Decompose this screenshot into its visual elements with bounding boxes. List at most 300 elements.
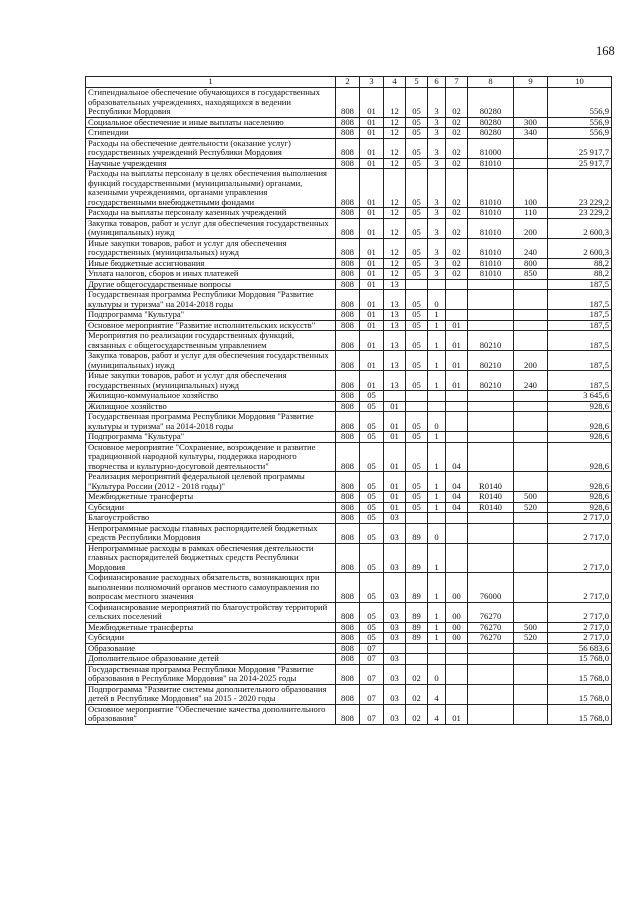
subprogram-code-cell	[428, 391, 446, 402]
item-name-cell: Расходы на выплаты персоналу казенных учреждений	[86, 208, 336, 219]
program-code-cell: 05	[406, 258, 428, 269]
activity-code-cell	[446, 290, 468, 310]
subsection-code-cell: 12	[384, 208, 406, 219]
program-code-cell: 05	[406, 472, 428, 492]
item-name-cell: Дополнительное образование детей	[86, 654, 336, 665]
page-number: 168	[596, 44, 615, 58]
subsection-code-cell: 13	[384, 279, 406, 290]
program-code-cell: 05	[406, 320, 428, 331]
admin-code-cell: 808	[336, 704, 360, 724]
activity-code-cell	[446, 412, 468, 432]
subprogram-code-cell	[428, 643, 446, 654]
subprogram-code-cell: 1	[428, 492, 446, 503]
section-code-cell: 05	[360, 442, 384, 472]
activity-code-cell: 01	[446, 331, 468, 351]
activity-code-cell: 01	[446, 704, 468, 724]
activity-code-cell	[446, 432, 468, 443]
item-name-cell: Субсидии	[86, 633, 336, 644]
program-code-cell: 05	[406, 492, 428, 503]
expense-type-code-cell	[514, 523, 548, 543]
expense-type-code-cell	[514, 602, 548, 622]
table-row	[86, 664, 612, 684]
expense-type-code-cell	[514, 513, 548, 524]
section-code-cell: 01	[360, 320, 384, 331]
table-row	[86, 502, 612, 513]
table-row	[86, 573, 612, 603]
amount-cell: 928,6	[548, 442, 612, 472]
column-header: 5	[406, 77, 428, 88]
table-row	[86, 117, 612, 128]
expense-type-code-cell	[514, 684, 548, 704]
table-row	[86, 492, 612, 503]
section-code-cell: 05	[360, 543, 384, 573]
activity-code-cell: 01	[446, 371, 468, 391]
table-row	[86, 128, 612, 139]
item-name-cell: Иные закупки товаров, работ и услуг для обеспечения государственных (муниципальных) нужд	[86, 238, 336, 258]
subsection-code-cell: 12	[384, 128, 406, 139]
admin-code-cell: 808	[336, 117, 360, 128]
item-name-cell: Софинансирование мероприятий по благоустройству территорий сельских поселений	[86, 602, 336, 622]
admin-code-cell: 808	[336, 158, 360, 169]
section-code-cell: 05	[360, 472, 384, 492]
subsection-code-cell: 01	[384, 432, 406, 443]
table-row	[86, 622, 612, 633]
expense-type-code-cell: 520	[514, 633, 548, 644]
subprogram-code-cell: 1	[428, 622, 446, 633]
subsection-code-cell: 13	[384, 320, 406, 331]
amount-cell: 928,6	[548, 412, 612, 432]
column-header: 10	[548, 77, 612, 88]
subsection-code-cell: 01	[384, 492, 406, 503]
subsection-code-cell: 12	[384, 238, 406, 258]
subsection-code-cell: 12	[384, 258, 406, 269]
item-name-cell: Стипендии	[86, 128, 336, 139]
item-name-cell: Иные закупки товаров, работ и услуг для обеспечения государственных (муниципальных) нужд	[86, 371, 336, 391]
section-code-cell: 07	[360, 654, 384, 665]
table-row	[86, 704, 612, 724]
direction-code-cell: 81010	[468, 208, 514, 219]
subprogram-code-cell	[428, 401, 446, 412]
expense-type-code-cell	[514, 472, 548, 492]
expense-type-code-cell: 850	[514, 269, 548, 280]
admin-code-cell: 808	[336, 320, 360, 331]
subprogram-code-cell: 1	[428, 331, 446, 351]
subprogram-code-cell: 1	[428, 320, 446, 331]
program-code-cell: 05	[406, 88, 428, 118]
direction-code-cell: 80280	[468, 88, 514, 118]
direction-code-cell: R0140	[468, 502, 514, 513]
amount-cell: 556,9	[548, 117, 612, 128]
amount-cell: 556,9	[548, 88, 612, 118]
section-code-cell: 07	[360, 643, 384, 654]
direction-code-cell: 76270	[468, 602, 514, 622]
program-code-cell: 05	[406, 169, 428, 208]
program-code-cell: 05	[406, 331, 428, 351]
program-code-cell: 02	[406, 704, 428, 724]
admin-code-cell: 808	[336, 401, 360, 412]
item-name-cell: Межбюджетные трансферты	[86, 622, 336, 633]
table-row	[86, 169, 612, 208]
admin-code-cell: 808	[336, 633, 360, 644]
direction-code-cell: 80210	[468, 371, 514, 391]
item-name-cell: Государственная программа Республики Мордовия "Развитие образования в Республике Мордовия" на 2014-2025 годы	[86, 664, 336, 684]
admin-code-cell: 808	[336, 664, 360, 684]
subsection-code-cell: 13	[384, 371, 406, 391]
expense-type-code-cell	[514, 320, 548, 331]
activity-code-cell: 00	[446, 602, 468, 622]
program-code-cell: 05	[406, 128, 428, 139]
item-name-cell: Субсидии	[86, 502, 336, 513]
subsection-code-cell: 01	[384, 502, 406, 513]
table-row	[86, 320, 612, 331]
item-name-cell: Основное мероприятие "Развитие исполнительских искусств"	[86, 320, 336, 331]
table-row	[86, 633, 612, 644]
admin-code-cell: 808	[336, 573, 360, 603]
direction-code-cell	[468, 704, 514, 724]
item-name-cell: Жилищно-коммунальное хозяйство	[86, 391, 336, 402]
direction-code-cell	[468, 442, 514, 472]
subprogram-code-cell: 1	[428, 602, 446, 622]
item-name-cell: Государственная программа Республики Мордовия "Развитие культуры и туризма" на 2014-2018 годы	[86, 412, 336, 432]
amount-cell: 187,5	[548, 310, 612, 321]
expense-type-code-cell	[514, 310, 548, 321]
admin-code-cell: 808	[336, 602, 360, 622]
expense-type-code-cell: 500	[514, 622, 548, 633]
activity-code-cell: 02	[446, 117, 468, 128]
amount-cell: 88,2	[548, 258, 612, 269]
amount-cell: 2 717,0	[548, 523, 612, 543]
subprogram-code-cell	[428, 513, 446, 524]
activity-code-cell: 02	[446, 88, 468, 118]
amount-cell: 25 917,7	[548, 158, 612, 169]
program-code-cell: 05	[406, 269, 428, 280]
table-row	[86, 290, 612, 310]
amount-cell: 2 717,0	[548, 543, 612, 573]
activity-code-cell	[446, 513, 468, 524]
admin-code-cell: 808	[336, 331, 360, 351]
item-name-cell: Жилищное хозяйство	[86, 401, 336, 412]
direction-code-cell: 80280	[468, 128, 514, 139]
expense-type-code-cell: 500	[514, 492, 548, 503]
table-row	[86, 238, 612, 258]
direction-code-cell: 81010	[468, 269, 514, 280]
table-row	[86, 523, 612, 543]
subsection-code-cell: 12	[384, 269, 406, 280]
admin-code-cell: 808	[336, 442, 360, 472]
expense-type-code-cell	[514, 412, 548, 432]
expense-type-code-cell	[514, 442, 548, 472]
direction-code-cell: 80280	[468, 117, 514, 128]
item-name-cell: Уплата налогов, сборов и иных платежей	[86, 269, 336, 280]
table-row	[86, 218, 612, 238]
subprogram-code-cell: 3	[428, 138, 446, 158]
table-row	[86, 472, 612, 492]
amount-cell: 15 768,0	[548, 704, 612, 724]
admin-code-cell: 808	[336, 138, 360, 158]
expense-type-code-cell	[514, 158, 548, 169]
expense-type-code-cell: 110	[514, 208, 548, 219]
program-code-cell: 05	[406, 238, 428, 258]
program-code-cell: 02	[406, 684, 428, 704]
column-header: 7	[446, 77, 468, 88]
subprogram-code-cell: 0	[428, 664, 446, 684]
table-row	[86, 391, 612, 402]
program-code-cell: 05	[406, 158, 428, 169]
admin-code-cell: 808	[336, 492, 360, 503]
subprogram-code-cell: 3	[428, 218, 446, 238]
program-code-cell	[406, 391, 428, 402]
direction-code-cell	[468, 643, 514, 654]
direction-code-cell: 80210	[468, 351, 514, 371]
table-row	[86, 138, 612, 158]
admin-code-cell: 808	[336, 169, 360, 208]
program-code-cell: 05	[406, 351, 428, 371]
section-code-cell: 05	[360, 412, 384, 432]
direction-code-cell	[468, 664, 514, 684]
direction-code-cell: 76270	[468, 633, 514, 644]
admin-code-cell: 808	[336, 412, 360, 432]
subprogram-code-cell: 1	[428, 543, 446, 573]
section-code-cell: 05	[360, 633, 384, 644]
subsection-code-cell: 01	[384, 401, 406, 412]
subsection-code-cell: 12	[384, 158, 406, 169]
program-code-cell: 89	[406, 602, 428, 622]
direction-code-cell: R0140	[468, 492, 514, 503]
table-row	[86, 442, 612, 472]
subsection-code-cell: 03	[384, 633, 406, 644]
header-row	[86, 77, 612, 88]
activity-code-cell: 02	[446, 169, 468, 208]
table-row	[86, 684, 612, 704]
expense-type-code-cell	[514, 432, 548, 443]
section-code-cell: 05	[360, 401, 384, 412]
activity-code-cell: 02	[446, 238, 468, 258]
subsection-code-cell: 03	[384, 602, 406, 622]
activity-code-cell	[446, 684, 468, 704]
item-name-cell: Основное мероприятие "Обеспечение качества дополнительного образования"	[86, 704, 336, 724]
section-code-cell: 01	[360, 208, 384, 219]
admin-code-cell: 808	[336, 279, 360, 290]
activity-code-cell	[446, 310, 468, 321]
activity-code-cell: 02	[446, 258, 468, 269]
item-name-cell: Непрограммные расходы в рамках обеспечения деятельности главных распорядителей бюджетных средств Республики Мордовия	[86, 543, 336, 573]
direction-code-cell	[468, 543, 514, 573]
activity-code-cell: 02	[446, 138, 468, 158]
subsection-code-cell: 03	[384, 543, 406, 573]
expense-type-code-cell: 800	[514, 258, 548, 269]
item-name-cell: Подпрограмма "Культура"	[86, 310, 336, 321]
direction-code-cell	[468, 391, 514, 402]
admin-code-cell: 808	[336, 654, 360, 665]
program-code-cell	[406, 279, 428, 290]
amount-cell: 23 229,2	[548, 169, 612, 208]
amount-cell: 2 600,3	[548, 238, 612, 258]
direction-code-cell: R0140	[468, 472, 514, 492]
subprogram-code-cell: 4	[428, 704, 446, 724]
admin-code-cell: 808	[336, 371, 360, 391]
activity-code-cell	[446, 279, 468, 290]
direction-code-cell	[468, 401, 514, 412]
item-name-cell: Подпрограмма "Культура"	[86, 432, 336, 443]
column-header: 3	[360, 77, 384, 88]
table-row	[86, 513, 612, 524]
section-code-cell: 07	[360, 664, 384, 684]
subsection-code-cell: 03	[384, 684, 406, 704]
activity-code-cell: 02	[446, 128, 468, 139]
admin-code-cell: 808	[336, 208, 360, 219]
amount-cell: 15 768,0	[548, 654, 612, 665]
admin-code-cell: 808	[336, 258, 360, 269]
expense-type-code-cell	[514, 279, 548, 290]
subsection-code-cell: 12	[384, 138, 406, 158]
program-code-cell: 89	[406, 543, 428, 573]
program-code-cell: 05	[406, 432, 428, 443]
direction-code-cell: 81010	[468, 169, 514, 208]
activity-code-cell: 00	[446, 633, 468, 644]
activity-code-cell: 04	[446, 442, 468, 472]
activity-code-cell	[446, 654, 468, 665]
expense-type-code-cell	[514, 573, 548, 603]
subprogram-code-cell: 1	[428, 502, 446, 513]
expense-type-code-cell	[514, 290, 548, 310]
table-row	[86, 310, 612, 321]
activity-code-cell: 04	[446, 492, 468, 503]
section-code-cell: 01	[360, 351, 384, 371]
amount-cell: 928,6	[548, 502, 612, 513]
subsection-code-cell: 12	[384, 117, 406, 128]
table-row	[86, 279, 612, 290]
section-code-cell: 01	[360, 128, 384, 139]
program-code-cell	[406, 401, 428, 412]
amount-cell: 928,6	[548, 472, 612, 492]
section-code-cell: 05	[360, 432, 384, 443]
admin-code-cell: 808	[336, 310, 360, 321]
subsection-code-cell: 03	[384, 573, 406, 603]
subprogram-code-cell: 1	[428, 371, 446, 391]
item-name-cell: Социальное обеспечение и иные выплаты населению	[86, 117, 336, 128]
section-code-cell: 01	[360, 258, 384, 269]
direction-code-cell: 81010	[468, 218, 514, 238]
item-name-cell: Расходы на обеспечение деятельности (оказание услуг) государственных учреждений Республики Мордовия	[86, 138, 336, 158]
item-name-cell: Государственная программа Республики Мордовия "Развитие культуры и туризма" на 2014-2018 годы	[86, 290, 336, 310]
section-code-cell: 05	[360, 391, 384, 402]
section-code-cell: 05	[360, 492, 384, 503]
item-name-cell: Образование	[86, 643, 336, 654]
expense-type-code-cell: 100	[514, 169, 548, 208]
amount-cell: 23 229,2	[548, 208, 612, 219]
expense-type-code-cell	[514, 401, 548, 412]
direction-code-cell: 80210	[468, 331, 514, 351]
table-row	[86, 432, 612, 443]
amount-cell: 187,5	[548, 351, 612, 371]
subprogram-code-cell: 1	[428, 633, 446, 644]
amount-cell: 56 683,6	[548, 643, 612, 654]
subprogram-code-cell: 3	[428, 258, 446, 269]
subsection-code-cell: 03	[384, 704, 406, 724]
section-code-cell: 01	[360, 310, 384, 321]
column-header: 1	[86, 77, 336, 88]
section-code-cell: 05	[360, 513, 384, 524]
item-name-cell: Расходы на выплаты персоналу в целях обеспечения выполнения функций государственными (муниципальными) органами, казенными учреждениями, органами управления государственными внебюджетными фондами	[86, 169, 336, 208]
item-name-cell: Иные бюджетные ассигнования	[86, 258, 336, 269]
subsection-code-cell	[384, 643, 406, 654]
table-row	[86, 401, 612, 412]
amount-cell: 2 717,0	[548, 513, 612, 524]
amount-cell: 187,5	[548, 279, 612, 290]
program-code-cell: 05	[406, 310, 428, 321]
subprogram-code-cell: 3	[428, 128, 446, 139]
amount-cell: 928,6	[548, 492, 612, 503]
section-code-cell: 01	[360, 238, 384, 258]
admin-code-cell: 808	[336, 88, 360, 118]
amount-cell: 556,9	[548, 128, 612, 139]
direction-code-cell	[468, 412, 514, 432]
direction-code-cell: 81010	[468, 258, 514, 269]
program-code-cell: 05	[406, 218, 428, 238]
section-code-cell: 01	[360, 279, 384, 290]
program-code-cell: 89	[406, 622, 428, 633]
section-code-cell: 01	[360, 88, 384, 118]
subprogram-code-cell	[428, 654, 446, 665]
table-row	[86, 543, 612, 573]
item-name-cell: Закупка товаров, работ и услуг для обеспечения государственных (муниципальных) нужд	[86, 351, 336, 371]
section-code-cell: 07	[360, 684, 384, 704]
table-row	[86, 208, 612, 219]
subsection-code-cell: 01	[384, 442, 406, 472]
table-row	[86, 643, 612, 654]
table-row	[86, 412, 612, 432]
table-row	[86, 269, 612, 280]
table-row	[86, 351, 612, 371]
admin-code-cell: 808	[336, 622, 360, 633]
amount-cell: 2 600,3	[548, 218, 612, 238]
program-code-cell: 05	[406, 117, 428, 128]
amount-cell: 25 917,7	[548, 138, 612, 158]
subsection-code-cell: 03	[384, 664, 406, 684]
expense-type-code-cell	[514, 391, 548, 402]
activity-code-cell: 00	[446, 622, 468, 633]
table-row	[86, 88, 612, 118]
item-name-cell: Софинансирование расходных обязательств, возникающих при выполнении полномочий органов местного самоуправления по вопросам местного значения	[86, 573, 336, 603]
subprogram-code-cell: 3	[428, 208, 446, 219]
activity-code-cell	[446, 401, 468, 412]
column-header: 6	[428, 77, 446, 88]
direction-code-cell	[468, 513, 514, 524]
item-name-cell: Благоустройство	[86, 513, 336, 524]
program-code-cell: 05	[406, 290, 428, 310]
subsection-code-cell: 12	[384, 169, 406, 208]
expense-type-code-cell	[514, 704, 548, 724]
section-code-cell: 01	[360, 331, 384, 351]
amount-cell: 2 717,0	[548, 622, 612, 633]
activity-code-cell: 02	[446, 158, 468, 169]
activity-code-cell	[446, 664, 468, 684]
program-code-cell: 02	[406, 664, 428, 684]
amount-cell: 187,5	[548, 331, 612, 351]
direction-code-cell: 76270	[468, 622, 514, 633]
program-code-cell: 05	[406, 502, 428, 513]
expense-type-code-cell	[514, 643, 548, 654]
subsection-code-cell: 12	[384, 218, 406, 238]
item-name-cell: Непрограммные расходы главных распорядителей бюджетных средств Республики Мордовия	[86, 523, 336, 543]
budget-table	[85, 76, 612, 725]
activity-code-cell: 00	[446, 573, 468, 603]
column-header: 9	[514, 77, 548, 88]
expense-type-code-cell	[514, 654, 548, 665]
item-name-cell: Другие общегосударственные вопросы	[86, 279, 336, 290]
direction-code-cell: 76000	[468, 573, 514, 603]
direction-code-cell	[468, 523, 514, 543]
